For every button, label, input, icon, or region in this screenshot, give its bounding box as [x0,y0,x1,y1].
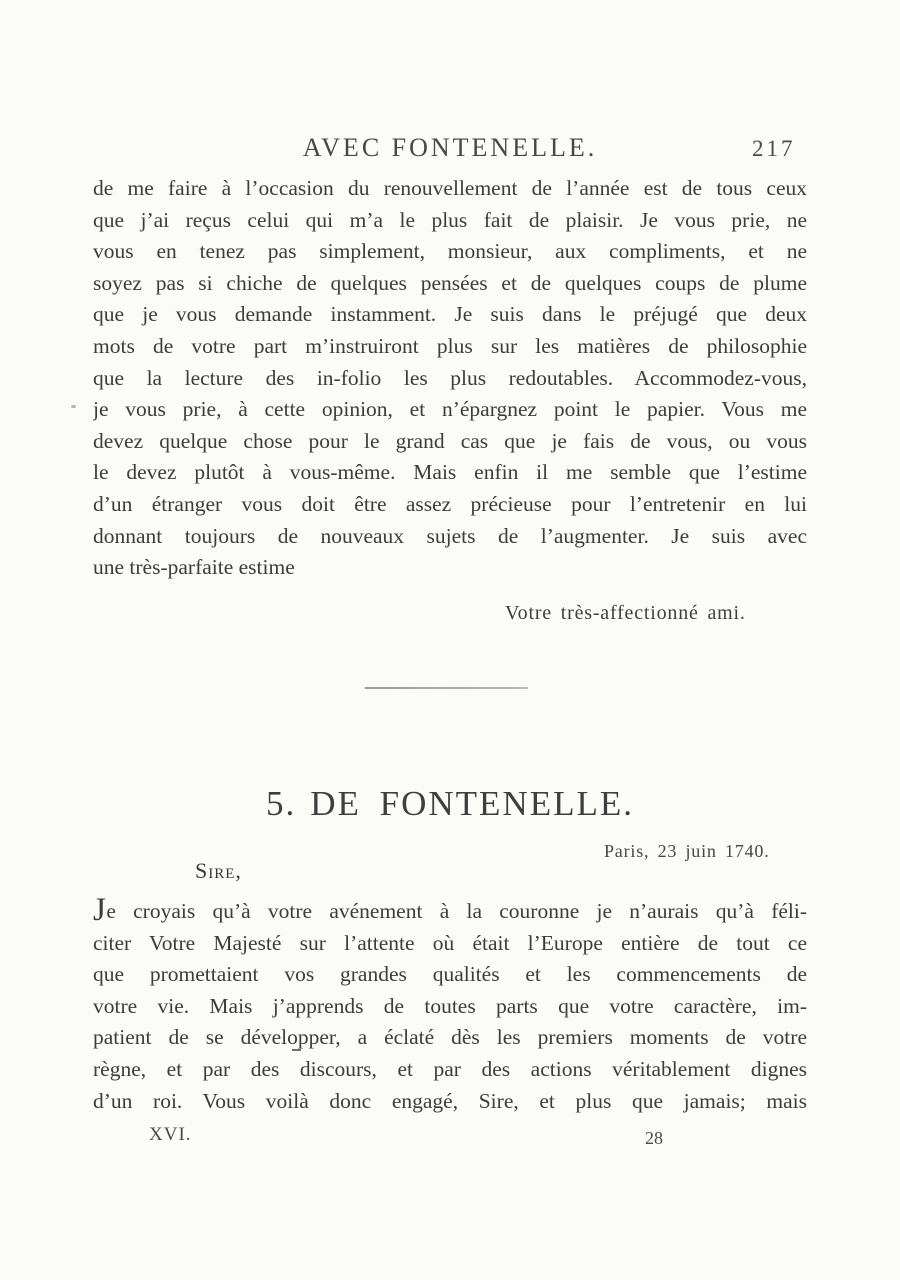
letter-1-signature: Votre très-affectionné ami. [505,602,746,624]
text-line: donnant toujours de nouveaux sujets de l’augmenter. Je suis avec [93,523,807,548]
section-heading [0,784,900,824]
footer-volume-label: XVI. [149,1124,192,1145]
section-divider-rule [365,687,528,689]
text-line: d’un roi. Vous voilà donc engagé, Sire, et plus que jamais; mais [93,1088,807,1113]
page-number: 217 [752,136,796,161]
text-line: règne, et par des discours, et par des actions véritablement dignes [93,1056,807,1081]
text-line-with-initial [93,896,807,928]
running-header-title: AVEC FONTENELLE. [302,133,598,162]
text-line: soyez pas si chiche de quelques pensées et de quelques coups de plume [93,270,807,295]
section-title: DE FONTENELLE. [310,784,634,823]
text-line: patient de se développer, a éclaté dès les premiers moments de votre [93,1025,807,1050]
text-line: que promettaient vos grandes qualités et les commencements de [93,962,807,987]
section-number: 5. [266,784,297,823]
text-line: citer Votre Majesté sur l’attente où était l’Europe entière de tout ce [93,930,807,955]
text-line: de me faire à l’occasion du renouvellement de l’année est de tous ceux [93,176,807,200]
text-line: d’un étranger vous doit être assez précieuse pour l’entretenir en lui [93,491,807,516]
footer-sheet-number: 28 [645,1128,663,1148]
text-line: devez quelque chose pour le grand cas que je fais de vous, ou vous [93,428,807,453]
text-line: vous en tenez pas simplement, monsieur, aux compliments, et ne [93,239,807,264]
initial-letter: J [93,896,107,928]
text-line: une très-parfaite estime [93,555,295,580]
text-line: que je vous demande instamment. Je suis dans le préjugé que deux [93,302,807,327]
text-line: mots de votre part m’instruiront plus sur les matières de philosophie [93,333,807,358]
text-line: votre vie. Mais j’apprends de toutes parts que votre caractère, im- [93,993,807,1018]
letter-2-dateline: Paris, 23 juin 1740. [604,841,770,861]
letter-2-salutation: Sire, [195,858,242,883]
scan-speck-artifact [71,405,76,408]
letter-2-body [93,896,807,1117]
text-line: que j’ai reçus celui qui m’a le plus fait de plaisir. Je vous prie, ne [93,207,807,232]
text-line: que la lecture des in-folio les plus redoutables. Accommodez-vous, [93,365,807,390]
letter-1-body [93,173,807,584]
text-line: je vous prie, à cette opinion, et n’épargnez point le papier. Vous me [93,397,807,422]
text-line: e croyais qu’à votre avénement à la couronne je n’aurais qu’à féli- [106,899,807,923]
scan-underscore-artifact [292,1049,301,1051]
text-line: le devez plutôt à vous-même. Mais enfin il me semble que l’estime [93,460,807,485]
